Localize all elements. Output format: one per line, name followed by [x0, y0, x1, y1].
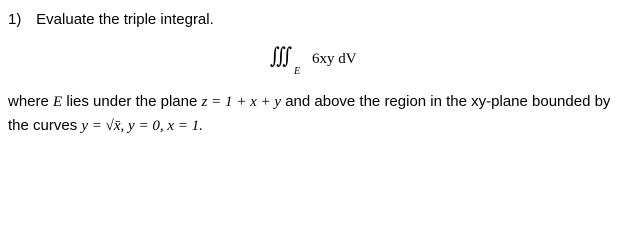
question-prompt: Evaluate the triple integral.	[36, 11, 214, 28]
question-number: 1)	[8, 11, 22, 28]
text-lies-under: lies under the plane	[66, 93, 198, 110]
triple-integral-symbol: ∭	[270, 44, 285, 69]
text-region-bounded: and above the region in the xy-plane bounded by	[285, 93, 611, 110]
boundary-curves: y = √x̄, y = 0, x = 1.	[81, 118, 203, 134]
integral-region-subscript: E	[294, 66, 301, 77]
text-where: where	[8, 93, 49, 110]
problem-description-line-2	[8, 117, 203, 135]
region-variable: E	[53, 94, 63, 110]
integrand: 6xy dV	[312, 51, 357, 67]
plane-equation: z = 1 + x + y	[201, 94, 282, 110]
text-the-curves: the curves	[8, 117, 78, 134]
problem-description-line-1	[8, 93, 610, 111]
question-heading	[8, 11, 214, 29]
triple-integral	[270, 44, 380, 80]
